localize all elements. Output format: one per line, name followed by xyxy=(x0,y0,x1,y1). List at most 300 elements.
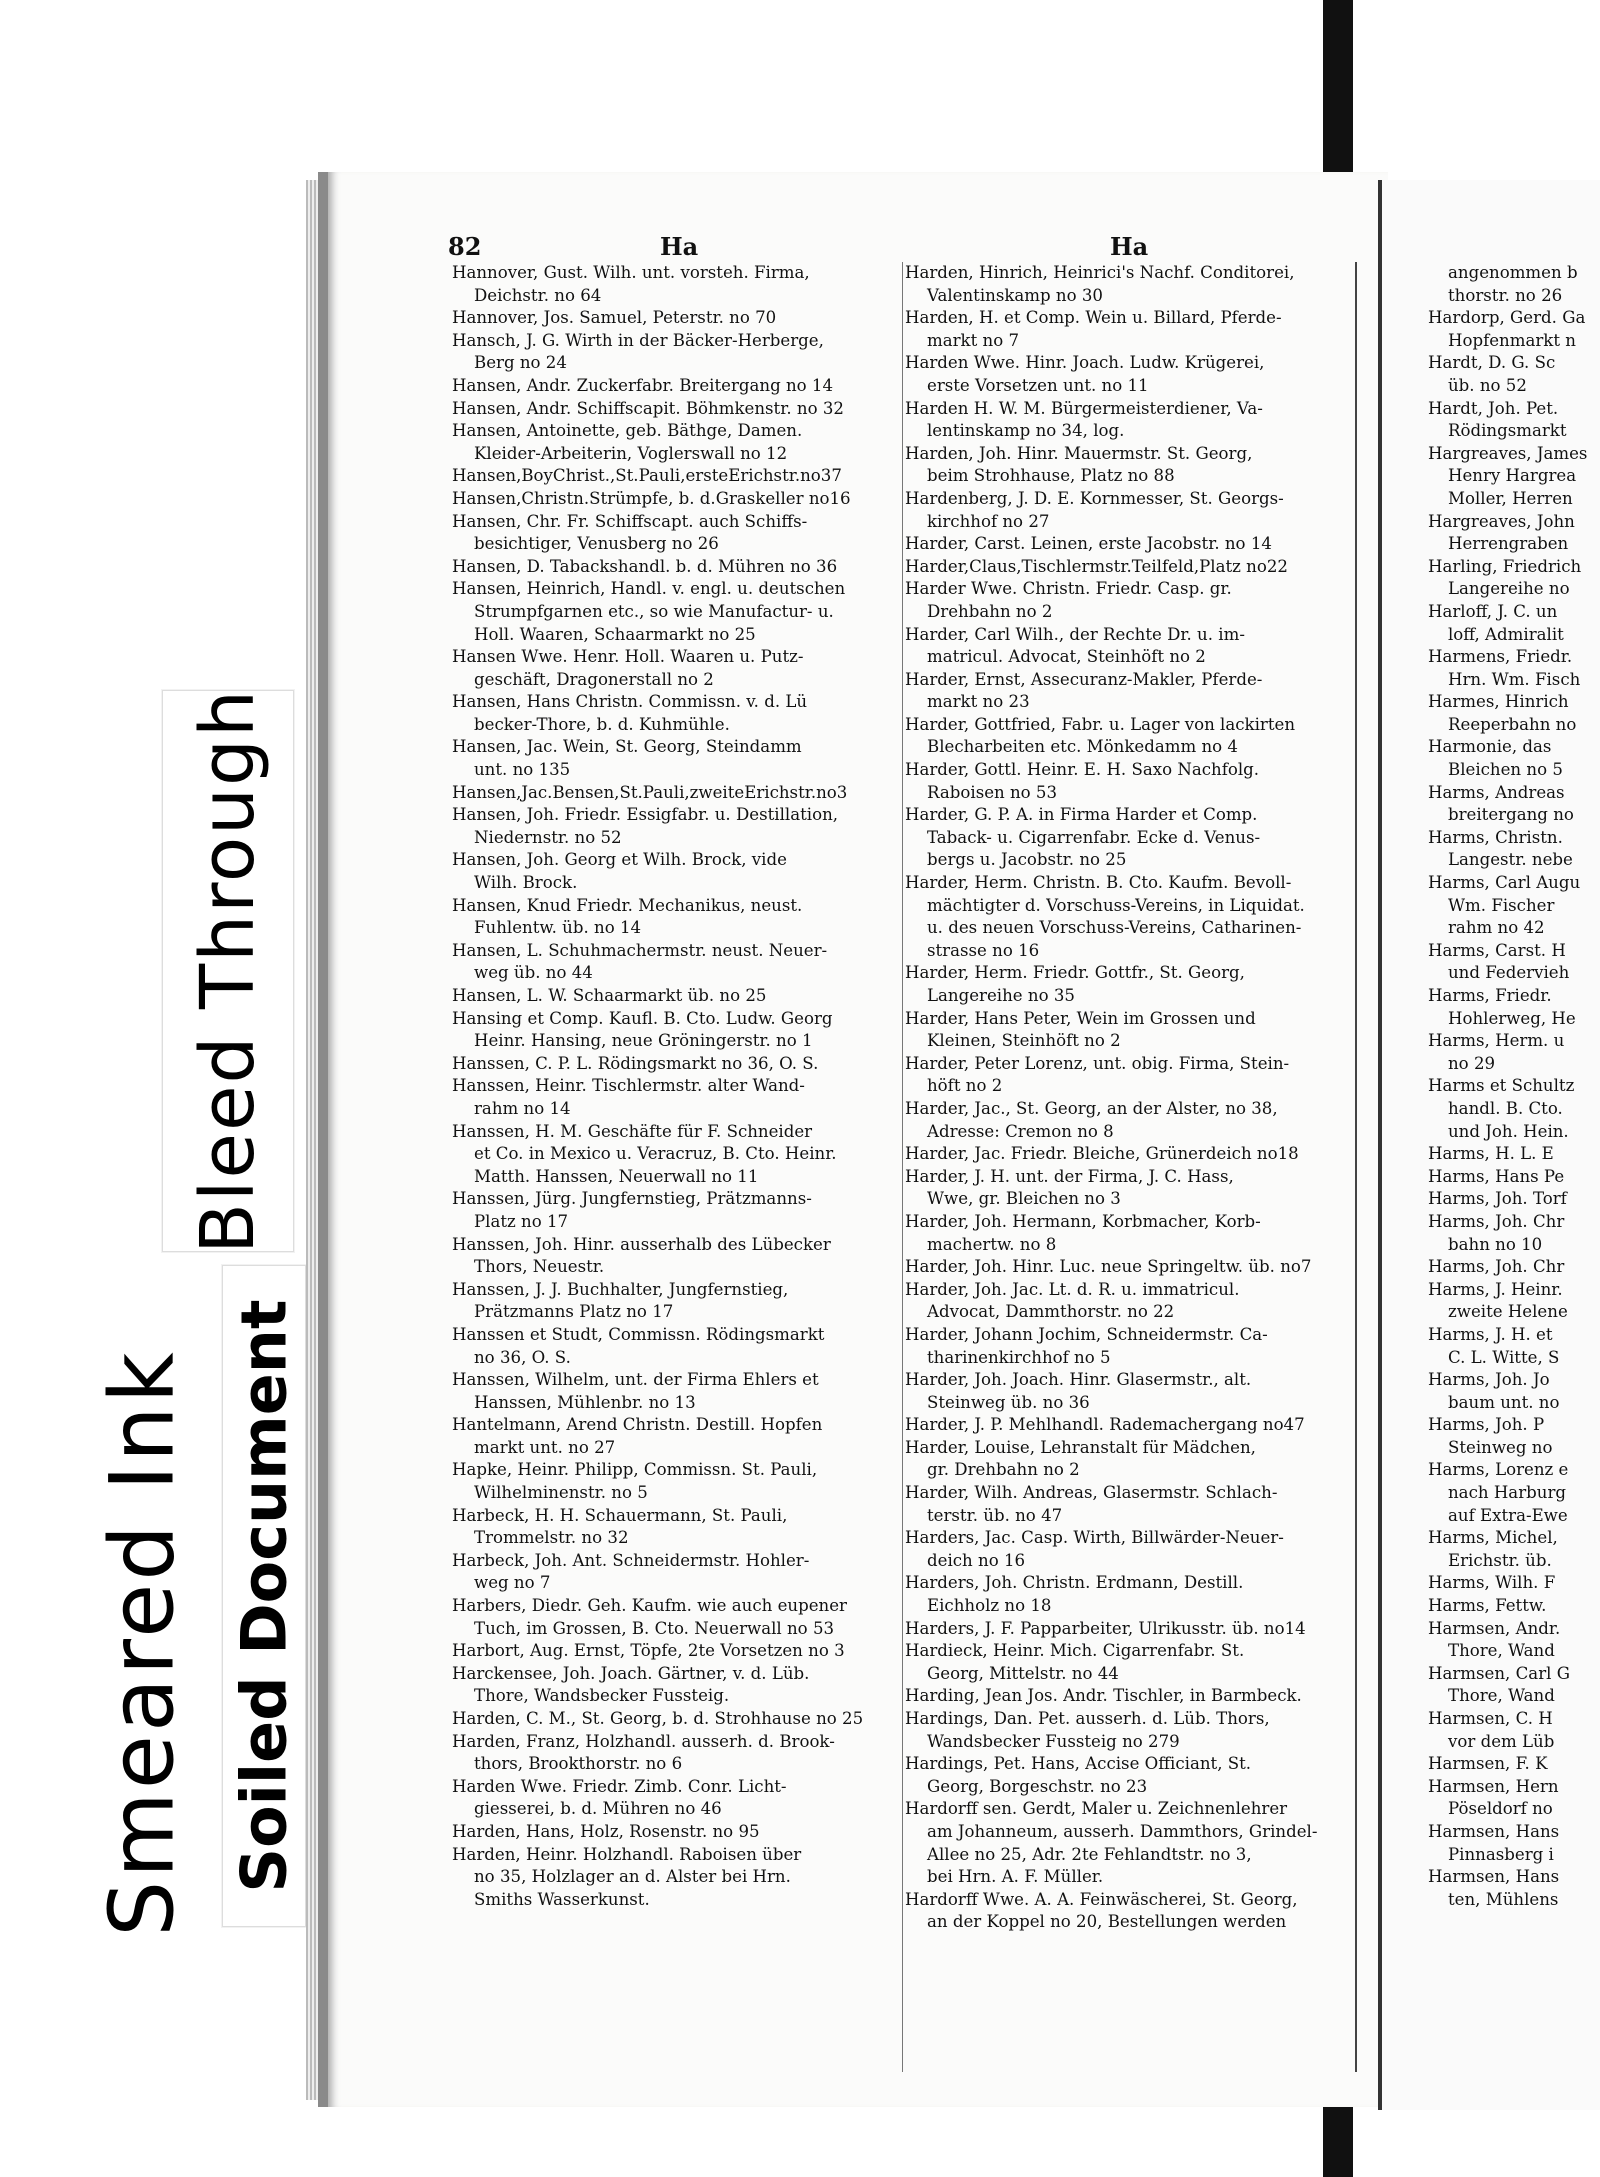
entry-continuation: bei Hrn. A. F. Müller. xyxy=(927,1867,1104,1887)
partial-entry-line: breitergang no xyxy=(1448,805,1574,825)
directory-entry xyxy=(452,1776,902,1821)
partial-entry-line: nach Harburg xyxy=(1448,1483,1566,1503)
entry-line: Harden, Hinrich, Heinrici's Nachf. Conditorei, xyxy=(905,263,1295,282)
directory-entry xyxy=(452,691,902,736)
entry-line: Harder, Joh. Jac. Lt. d. R. u. immatricul. xyxy=(905,1279,1240,1299)
partial-entry-line: Harmes, Hinrich xyxy=(1428,692,1569,712)
directory-entry xyxy=(452,1550,902,1595)
entry-line: Hansen, L. W. Schaarmarkt üb. no 25 xyxy=(452,986,767,1005)
entry-line: Harders, Joh. Christn. Erdmann, Destill. xyxy=(905,1573,1244,1593)
partial-entry-line: Hardorp, Gerd. Ga xyxy=(1428,308,1586,328)
directory-entry xyxy=(905,443,1355,488)
directory-entry xyxy=(905,1640,1355,1685)
entry-continuation: Heinr. Hansing, neue Gröningerstr. no 1 xyxy=(474,1031,813,1051)
label-soiled-document xyxy=(222,1265,306,1927)
entry-continuation: Matth. Hanssen, Neuerwall no 11 xyxy=(474,1166,759,1186)
directory-entry xyxy=(452,1844,902,1912)
partial-entry-line: ten, Mühlens xyxy=(1448,1889,1559,1909)
entry-line: Hansch, J. G. Wirth in der Bäcker-Herberge, xyxy=(452,330,824,350)
directory-entry xyxy=(905,1166,1355,1211)
page-number: 82 xyxy=(448,232,482,261)
directory-entry xyxy=(452,1414,902,1459)
entry-line: Hanssen, Jürg. Jungfernstieg, Prätzmanns- xyxy=(452,1189,812,1209)
entry-line: Hansen, Andr. Zuckerfabr. Breitergang no 14 xyxy=(452,375,834,395)
partial-entry-line: Harms, Lorenz e xyxy=(1428,1460,1569,1480)
entry-line: Hansen, Joh. Friedr. Essigfabr. u. Destillation, xyxy=(452,805,839,825)
partial-entry-line: Harmsen, Hern xyxy=(1428,1776,1559,1796)
partial-entry-line: Harms, Wilh. F xyxy=(1428,1573,1556,1593)
directory-entry xyxy=(905,1889,1355,1934)
entry-continuation: Eichholz no 18 xyxy=(927,1596,1052,1616)
entry-line: Hansen, Heinrich, Handl. v. engl. u. deutschen xyxy=(452,579,846,599)
partial-entry-line: baum unt. no xyxy=(1448,1392,1560,1412)
partial-entry-line: Harmens, Friedr. xyxy=(1428,647,1573,667)
entry-line: Harder Wwe. Christn. Friedr. Casp. gr. xyxy=(905,579,1232,599)
entry-line: Hardenberg, J. D. E. Kornmesser, St. Georgs- xyxy=(905,488,1284,508)
directory-entry xyxy=(905,262,1355,307)
entry-continuation: markt no 7 xyxy=(927,330,1020,350)
directory-entry xyxy=(905,1708,1355,1753)
partial-entry-line: Harms, Joh. P xyxy=(1428,1415,1545,1435)
directory-entry xyxy=(452,1640,902,1663)
entry-line: Hanssen, C. P. L. Rödingsmarkt no 36, O. S. xyxy=(452,1053,819,1073)
entry-continuation: Wandsbecker Fussteig no 279 xyxy=(927,1731,1180,1751)
directory-entry xyxy=(905,307,1355,352)
entry-continuation: et Co. in Mexico u. Veracruz, B. Cto. Heinr. xyxy=(474,1144,837,1164)
directory-entry xyxy=(905,1211,1355,1256)
directory-entry xyxy=(905,1753,1355,1798)
entry-continuation: kirchhof no 27 xyxy=(927,511,1050,531)
partial-entry-line: Harms, J. Heinr. xyxy=(1428,1279,1563,1299)
entry-continuation: Advocat, Dammthorstr. no 22 xyxy=(927,1302,1175,1322)
partial-entry-line: Hopfenmarkt n xyxy=(1448,330,1576,350)
directory-entry xyxy=(905,1324,1355,1369)
directory-entry xyxy=(452,556,902,579)
directory-entry xyxy=(452,511,902,556)
entry-continuation: Niedernstr. no 52 xyxy=(474,827,622,847)
entry-line: Harden, Franz, Holzhandl. ausserh. d. Brook- xyxy=(452,1731,835,1751)
label-smeared-ink-text: Smeared Ink xyxy=(90,1348,194,1937)
directory-entry xyxy=(452,1188,902,1233)
entry-continuation: Adresse: Cremon no 8 xyxy=(927,1121,1114,1141)
entry-line: Harder, Hans Peter, Wein im Grossen und xyxy=(905,1008,1256,1028)
partial-entry-line: loff, Admiralit xyxy=(1448,624,1564,644)
partial-entry-line: Pinnasberg i xyxy=(1448,1844,1554,1864)
partial-entry-line: Herrengraben xyxy=(1448,534,1569,554)
entry-line: Harder, Jac. Friedr. Bleiche, Grünerdeich no18 xyxy=(905,1144,1299,1164)
entry-line: Hansen,Christn.Strümpfe, b. d.Graskeller no16 xyxy=(452,488,851,508)
entry-line: Harder,Claus,Tischlermstr.Teilfeld,Platz no22 xyxy=(905,556,1288,576)
directory-entry xyxy=(452,1121,902,1189)
entry-line: Harder, J. H. unt. der Firma, J. C. Hass, xyxy=(905,1166,1234,1186)
partial-entry-line: Harling, Friedrich xyxy=(1428,556,1582,576)
entry-line: Hanssen et Studt, Commissn. Rödingsmarkt xyxy=(452,1324,825,1344)
entry-continuation: Raboisen no 53 xyxy=(927,782,1058,802)
directory-entry xyxy=(452,1505,902,1550)
partial-entry-line: Erichstr. üb. xyxy=(1448,1550,1552,1570)
partial-entry-line: Harms, Andreas xyxy=(1428,782,1565,802)
partial-entry-line: Hohlerweg, He xyxy=(1448,1008,1576,1028)
directory-entry xyxy=(452,1324,902,1369)
directory-entry xyxy=(905,714,1355,759)
entry-line: Harder, Herm. Christn. B. Cto. Kaufm. Bevoll- xyxy=(905,873,1292,893)
entry-line: Harder, Joh. Joach. Hinr. Glasermstr., alt. xyxy=(905,1370,1252,1390)
partial-entry-line: Harms, Carl Augu xyxy=(1428,873,1581,893)
entry-continuation: giesserei, b. d. Mühren no 46 xyxy=(474,1799,722,1819)
middle-column xyxy=(905,262,1355,1934)
entry-continuation: geschäft, Dragonerstall no 2 xyxy=(474,669,714,689)
directory-entry xyxy=(905,1098,1355,1143)
directory-entry xyxy=(452,1821,902,1844)
entry-continuation: Platz no 17 xyxy=(474,1211,569,1231)
directory-entry xyxy=(452,1369,902,1414)
entry-line: Hansen, Hans Christn. Commissn. v. d. Lü xyxy=(452,692,808,712)
entry-line: Hansen, Chr. Fr. Schiffscapt. auch Schiffs- xyxy=(452,511,808,531)
entry-continuation: Prätzmanns Platz no 17 xyxy=(474,1302,674,1322)
entry-line: Harden, Heinr. Holzhandl. Raboisen über xyxy=(452,1844,802,1864)
entry-continuation: Valentinskamp no 30 xyxy=(927,285,1103,305)
entry-continuation: bergs u. Jacobstr. no 25 xyxy=(927,850,1127,870)
entry-line: Hardings, Dan. Pet. ausserh. d. Lüb. Thors, xyxy=(905,1709,1270,1728)
entry-line: Harder, Joh. Hermann, Korbmacher, Korb- xyxy=(905,1211,1261,1231)
entry-line: Hanssen, H. M. Geschäfte für F. Schneider xyxy=(452,1121,813,1141)
label-smeared-ink xyxy=(82,1348,202,1937)
partial-entry-line: Steinweg no xyxy=(1448,1437,1553,1457)
label-bleed-through xyxy=(162,690,294,1252)
entry-line: Harbort, Aug. Ernst, Töpfe, 2te Vorsetzen no 3 xyxy=(452,1641,845,1661)
partial-entry-line: vor dem Lüb xyxy=(1448,1731,1555,1751)
entry-continuation: rahm no 14 xyxy=(474,1098,571,1118)
entry-line: Harder, Carst. Leinen, erste Jacobstr. no 14 xyxy=(905,534,1272,554)
entry-continuation: Hanssen, Mühlenbr. no 13 xyxy=(474,1392,696,1412)
entry-continuation: terstr. üb. no 47 xyxy=(927,1505,1063,1525)
partial-entry-line: Harmsen, Hans xyxy=(1428,1867,1560,1887)
partial-entry-line: Hargreaves, James xyxy=(1428,443,1588,463)
directory-entry xyxy=(905,352,1355,397)
directory-entry xyxy=(905,1279,1355,1324)
partial-entry-line: Hardt, Joh. Pet. xyxy=(1428,398,1559,418)
entry-continuation: weg üb. no 44 xyxy=(474,963,593,983)
directory-entry xyxy=(452,1053,902,1076)
partial-entry-line: Harms, J. H. et xyxy=(1428,1324,1553,1344)
directory-entry xyxy=(452,1279,902,1324)
entry-line: Harden, H. et Comp. Wein u. Billard, Pferde- xyxy=(905,308,1282,328)
partial-entry-line: no 29 xyxy=(1448,1053,1496,1073)
entry-continuation: Trommelstr. no 32 xyxy=(474,1528,629,1548)
label-bleed-through-text: Bleed Through xyxy=(185,688,271,1254)
entry-line: Hansen,Jac.Bensen,St.Pauli,zweiteErichstr.no3 xyxy=(452,782,848,802)
directory-entry xyxy=(452,985,902,1008)
entry-line: Harder, G. P. A. in Firma Harder et Comp. xyxy=(905,805,1258,825)
partial-entry-line: angenommen b xyxy=(1448,263,1578,282)
directory-entry xyxy=(905,488,1355,533)
entry-line: Hansen, L. Schuhmachermstr. neust. Neuer- xyxy=(452,940,828,960)
entry-line: Harden H. W. M. Bürgermeisterdiener, Va- xyxy=(905,398,1263,418)
directory-entry xyxy=(905,804,1355,872)
entry-line: Hanssen, Wilhelm, unt. der Firma Ehlers et xyxy=(452,1370,819,1390)
entry-continuation: Taback- u. Cigarrenfabr. Ecke d. Venus- xyxy=(927,827,1261,847)
partial-entry-line: Harms, Friedr. xyxy=(1428,986,1552,1005)
directory-entry xyxy=(905,1798,1355,1888)
entry-continuation: Tuch, im Grossen, B. Cto. Neuerwall no 53 xyxy=(474,1618,835,1638)
entry-line: Harder, Herm. Friedr. Gottfr., St. Georg, xyxy=(905,963,1245,983)
entry-continuation: besichtiger, Venusberg no 26 xyxy=(474,534,719,554)
partial-entry-line: und Joh. Hein. xyxy=(1448,1121,1569,1141)
partial-entry-line: Henry Hargrea xyxy=(1448,466,1577,486)
partial-entry-line: Harloff, J. C. un xyxy=(1428,601,1558,621)
entry-line: Harder, Wilh. Andreas, Glasermstr. Schlach- xyxy=(905,1483,1278,1503)
entry-line: Harckensee, Joh. Joach. Gärtner, v. d. Lüb. xyxy=(452,1663,810,1683)
entry-line: Harders, Jac. Casp. Wirth, Billwärder-Neuer- xyxy=(905,1528,1284,1548)
directory-entry xyxy=(905,1256,1355,1279)
directory-entry xyxy=(905,624,1355,669)
directory-entry xyxy=(905,1685,1355,1708)
entry-line: Hansen, D. Tabackshandl. b. d. Mühren no 36 xyxy=(452,556,838,576)
partial-entry-line: Langestr. nebe xyxy=(1448,850,1573,870)
entry-line: Harden Wwe. Friedr. Zimb. Conr. Licht- xyxy=(452,1776,787,1796)
entry-line: Harden, C. M., St. Georg, b. d. Strohhause no 25 xyxy=(452,1709,864,1728)
directory-entry xyxy=(452,1008,902,1053)
directory-entry xyxy=(905,1482,1355,1527)
entry-continuation: an der Koppel no 20, Bestellungen werden xyxy=(927,1912,1287,1932)
partial-entry-line: Harms et Schultz xyxy=(1428,1076,1575,1096)
partial-entry-line: Thore, Wand xyxy=(1448,1686,1555,1706)
directory-entry xyxy=(452,895,902,940)
partial-entry-line: Harms, Joh. Torf xyxy=(1428,1189,1567,1209)
entry-continuation: Thors, Neuestr. xyxy=(474,1257,605,1277)
entry-continuation: no 36, O. S. xyxy=(474,1347,571,1367)
partial-entry-line: Harmsen, C. H xyxy=(1428,1709,1553,1728)
partial-entry-line: Harmsen, Carl G xyxy=(1428,1663,1570,1683)
entry-continuation: weg no 7 xyxy=(474,1573,551,1593)
directory-entry xyxy=(452,307,902,330)
directory-entry xyxy=(452,804,902,849)
entry-continuation: Deichstr. no 64 xyxy=(474,285,602,305)
entry-line: Hannover, Jos. Samuel, Peterstr. no 70 xyxy=(452,308,777,328)
directory-entry xyxy=(905,1053,1355,1098)
entry-line: Hansen, Joh. Georg et Wilh. Brock, vide xyxy=(452,850,787,870)
entry-continuation: beim Strohhause, Platz no 88 xyxy=(927,466,1175,486)
partial-entry-line: Harms, Joh. Jo xyxy=(1428,1370,1550,1390)
entry-line: Harder, Peter Lorenz, unt. obig. Firma, Stein- xyxy=(905,1053,1290,1073)
partial-entry-line: rahm no 42 xyxy=(1448,918,1545,938)
entry-line: Hanssen, J. J. Buchhalter, Jungfernstieg, xyxy=(452,1279,789,1299)
entry-line: Hansen, Andr. Schiffscapit. Böhmkenstr. no 32 xyxy=(452,398,844,418)
page-edge xyxy=(306,180,318,2100)
entry-continuation: unt. no 135 xyxy=(474,760,571,780)
entry-continuation: Steinweg üb. no 36 xyxy=(927,1392,1090,1412)
entry-line: Harder, Gottl. Heinr. E. H. Saxo Nachfolg. xyxy=(905,760,1260,780)
partial-entry-line: Harms, Fettw. xyxy=(1428,1596,1547,1616)
directory-entry xyxy=(452,262,902,307)
directory-entry xyxy=(905,1143,1355,1166)
entry-continuation: u. des neuen Vorschuss-Vereins, Catharinen- xyxy=(927,918,1302,938)
entry-continuation: Holl. Waaren, Schaarmarkt no 25 xyxy=(474,624,756,644)
directory-entry xyxy=(905,669,1355,714)
entry-continuation: deich no 16 xyxy=(927,1550,1026,1570)
partial-entry-line: Harms, Joh. Chr xyxy=(1428,1257,1565,1277)
partial-entry-line: Moller, Herren xyxy=(1448,488,1573,508)
entry-continuation: markt no 23 xyxy=(927,692,1030,712)
entry-continuation: Fuhlentw. üb. no 14 xyxy=(474,918,642,938)
entry-line: Harders, J. F. Papparbeiter, Ulrikusstr. üb. no14 xyxy=(905,1618,1306,1638)
directory-entry xyxy=(452,1731,902,1776)
entry-continuation: gr. Drehbahn no 2 xyxy=(927,1460,1080,1480)
entry-continuation: Wilhelminenstr. no 5 xyxy=(474,1483,648,1503)
entry-continuation: Wilh. Brock. xyxy=(474,873,578,893)
entry-continuation: Langereihe no 35 xyxy=(927,986,1075,1005)
directory-entry xyxy=(452,940,902,985)
entry-line: Harding, Jean Jos. Andr. Tischler, in Barmbeck. xyxy=(905,1686,1302,1706)
entry-line: Hansen, Antoinette, geb. Bäthge, Damen. xyxy=(452,421,803,441)
entry-line: Harden, Joh. Hinr. Mauermstr. St. Georg, xyxy=(905,443,1253,463)
entry-continuation: strasse no 16 xyxy=(927,940,1040,960)
entry-line: Harden Wwe. Hinr. Joach. Ludw. Krügerei, xyxy=(905,353,1265,373)
entry-line: Hansen,BoyChrist.,St.Pauli,ersteErichstr.no37 xyxy=(452,466,842,486)
directory-entry xyxy=(452,420,902,465)
directory-entry xyxy=(905,1437,1355,1482)
entry-line: Hardieck, Heinr. Mich. Cigarrenfabr. St. xyxy=(905,1641,1245,1661)
partial-entry-line: zweite Helene xyxy=(1448,1302,1568,1322)
entry-line: Harbeck, Joh. Ant. Schneidermstr. Hohler- xyxy=(452,1550,810,1570)
entry-line: Hansing et Comp. Kaufl. B. Cto. Ludw. Georg xyxy=(452,1008,833,1028)
entry-line: Hantelmann, Arend Christn. Destill. Hopfen xyxy=(452,1415,823,1435)
partial-entry-line: Hrn. Wm. Fisch xyxy=(1448,669,1581,689)
directory-entry xyxy=(452,736,902,781)
directory-entry xyxy=(905,1618,1355,1641)
partial-entry-line: Harms, Carst. H xyxy=(1428,940,1566,960)
partial-entry-line: üb. no 52 xyxy=(1448,375,1527,395)
partial-entry-line: Harms, Christn. xyxy=(1428,827,1563,847)
partial-entry-line: Harms, Michel, xyxy=(1428,1528,1558,1548)
entry-continuation: Drehbahn no 2 xyxy=(927,601,1053,621)
directory-entry xyxy=(452,578,902,646)
entry-line: Harder, Jac., St. Georg, an der Alster, no 38, xyxy=(905,1098,1278,1118)
partial-entry-line: Langereihe no xyxy=(1448,579,1570,599)
directory-entry xyxy=(452,375,902,398)
entry-continuation: Georg, Mittelstr. no 44 xyxy=(927,1663,1119,1683)
directory-entry xyxy=(452,849,902,894)
binding-strip xyxy=(1323,0,1353,190)
entry-line: Hanssen, Heinr. Tischlermstr. alter Wand- xyxy=(452,1076,805,1096)
directory-entry xyxy=(905,556,1355,579)
entry-continuation: Strumpfgarnen etc., so wie Manufactur- u. xyxy=(474,601,834,621)
entry-line: Hansen, Knud Friedr. Mechanikus, neust. xyxy=(452,895,803,915)
directory-entry xyxy=(452,1234,902,1279)
column-rule xyxy=(902,262,903,2072)
directory-entry xyxy=(905,1008,1355,1053)
entry-continuation: Thore, Wandsbecker Fussteig. xyxy=(474,1686,730,1706)
partial-entry-line: Harmsen, Hans xyxy=(1428,1821,1560,1841)
directory-entry xyxy=(905,759,1355,804)
left-column xyxy=(452,262,902,1911)
directory-entry xyxy=(452,1708,902,1731)
entry-line: Harder, Gottfried, Fabr. u. Lager von lackirten xyxy=(905,714,1295,734)
partial-entry-line: bahn no 10 xyxy=(1448,1234,1543,1254)
entry-line: Hanssen, Joh. Hinr. ausserhalb des Lübecker xyxy=(452,1234,831,1254)
partial-entry-line: Harms, Herm. u xyxy=(1428,1031,1565,1051)
partial-entry-line: Hardt, D. G. Sc xyxy=(1428,353,1556,373)
running-head-left: Ha xyxy=(660,232,699,261)
partial-entry-line: auf Extra-Ewe xyxy=(1448,1505,1568,1525)
directory-entry xyxy=(452,646,902,691)
entry-continuation: am Johanneum, ausserh. Dammthors, Grindel- xyxy=(927,1821,1318,1841)
partial-entry-line: und Federvieh xyxy=(1448,963,1570,983)
entry-continuation: Georg, Borgeschstr. no 23 xyxy=(927,1776,1148,1796)
directory-entry xyxy=(452,1663,902,1708)
entry-line: Hardorff Wwe. A. A. Feinwäscherei, St. Georg, xyxy=(905,1889,1298,1909)
partial-entry-line: Thore, Wand xyxy=(1448,1641,1555,1661)
entry-continuation: becker-Thore, b. d. Kuhmühle. xyxy=(474,714,730,734)
entry-continuation: Smiths Wasserkunst. xyxy=(474,1889,650,1909)
directory-entry xyxy=(452,1075,902,1120)
directory-entry xyxy=(452,465,902,488)
partial-entry-line: Harms, Joh. Chr xyxy=(1428,1211,1565,1231)
directory-entry xyxy=(452,398,902,421)
directory-entry xyxy=(452,330,902,375)
partial-entry-line: Harms, Hans Pe xyxy=(1428,1166,1565,1186)
right-column-partial xyxy=(1428,262,1600,1911)
entry-continuation: Wwe, gr. Bleichen no 3 xyxy=(927,1189,1121,1209)
directory-entry xyxy=(905,533,1355,556)
entry-line: Harbers, Diedr. Geh. Kaufm. wie auch eupener xyxy=(452,1596,847,1616)
entry-continuation: markt unt. no 27 xyxy=(474,1437,616,1457)
entry-line: Hansen, Jac. Wein, St. Georg, Steindamm xyxy=(452,737,802,757)
entry-line: Harden, Hans, Holz, Rosenstr. no 95 xyxy=(452,1821,760,1841)
directory-entry xyxy=(905,578,1355,623)
directory-entry xyxy=(452,782,902,805)
entry-line: Hapke, Heinr. Philipp, Commissn. St. Pauli, xyxy=(452,1460,818,1480)
partial-entry-line: handl. B. Cto. xyxy=(1448,1098,1563,1118)
entry-continuation: mächtigter d. Vorschuss-Vereins, in Liquidat. xyxy=(927,895,1305,915)
directory-entry xyxy=(905,872,1355,962)
entry-continuation: Kleider-Arbeiterin, Voglerswall no 12 xyxy=(474,443,788,463)
entry-line: Harder, Johann Jochim, Schneidermstr. Ca- xyxy=(905,1324,1268,1344)
directory-entry xyxy=(905,398,1355,443)
directory-entry xyxy=(905,1527,1355,1572)
entry-line: Harbeck, H. H. Schauermann, St. Pauli, xyxy=(452,1505,788,1525)
directory-entry xyxy=(452,488,902,511)
partial-entry-line: Rödingsmarkt xyxy=(1448,421,1567,441)
entry-line: Harder, Louise, Lehranstalt für Mädchen, xyxy=(905,1437,1256,1457)
directory-entry xyxy=(905,1369,1355,1414)
partial-entry-line: Wm. Fischer xyxy=(1448,895,1555,915)
partial-entry-line: Harms, H. L. E xyxy=(1428,1144,1554,1164)
page-gutter-rule xyxy=(1355,262,1357,2072)
entry-continuation: no 35, Holzlager an d. Alster bei Hrn. xyxy=(474,1867,791,1887)
entry-line: Hannover, Gust. Wilh. unt. vorsteh. Firma, xyxy=(452,263,810,282)
partial-entry-line: Harmsen, Andr. xyxy=(1428,1618,1561,1638)
partial-entry-line: Bleichen no 5 xyxy=(1448,760,1563,780)
entry-continuation: tharinenkirchhof no 5 xyxy=(927,1347,1111,1367)
partial-entry-line: Reeperbahn no xyxy=(1448,714,1577,734)
entry-continuation: matricul. Advocat, Steinhöft no 2 xyxy=(927,647,1206,667)
partial-entry-line: thorstr. no 26 xyxy=(1448,285,1563,305)
partial-entry-line: C. L. Witte, S xyxy=(1448,1347,1560,1367)
entry-continuation: machertw. no 8 xyxy=(927,1234,1057,1254)
partial-entry-line: Harmonie, das xyxy=(1428,737,1552,757)
entry-line: Hardorff sen. Gerdt, Maler u. Zeichnenlehrer xyxy=(905,1799,1288,1819)
entry-continuation: erste Vorsetzen unt. no 11 xyxy=(927,375,1149,395)
directory-entry xyxy=(452,1595,902,1640)
directory-entry xyxy=(905,1572,1355,1617)
entry-line: Harder, Ernst, Assecuranz-Makler, Pferde- xyxy=(905,669,1263,689)
entry-line: Harder, Carl Wilh., der Rechte Dr. u. im- xyxy=(905,624,1245,644)
partial-entry-line: Harmsen, F. K xyxy=(1428,1754,1548,1774)
directory-entry xyxy=(905,962,1355,1007)
entry-continuation: lentinskamp no 34, log. xyxy=(927,421,1125,441)
running-head-right: Ha xyxy=(1110,232,1149,261)
